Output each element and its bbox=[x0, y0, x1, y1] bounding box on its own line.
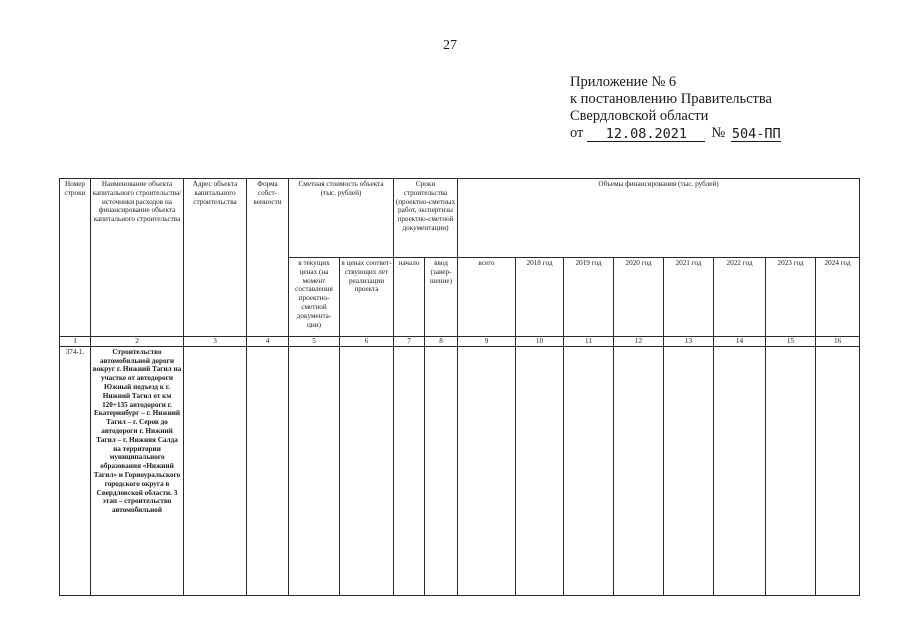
ownership-cell bbox=[247, 346, 289, 595]
column-number: 2 bbox=[91, 337, 184, 347]
current-price-cell bbox=[289, 346, 340, 595]
object-name: Строительство автомобильной дороги вокруг г. Нижний Тагил на участке от автодороги Южный подъезд к г. Нижний Тагил от км 120+135 автодороги г. Екатеринбург – г. Нижний Тагил – г. Серов до автодороги г. Нижний Тагил – г. Нижняя Салда на территории муниципального образования «Нижний Тагил» и Горноуральского городского округа в Свердловской области. 3 этап – строительство автомобильной bbox=[92, 347, 182, 515]
column-number: 4 bbox=[247, 337, 289, 347]
header-2019: 2019 год bbox=[564, 258, 614, 337]
table-row bbox=[60, 346, 860, 595]
column-number: 10 bbox=[516, 337, 564, 347]
completion-cell bbox=[425, 346, 458, 595]
column-number: 7 bbox=[394, 337, 425, 347]
column-number-row bbox=[60, 337, 860, 347]
header-completion: ввод (завер-шение) bbox=[425, 258, 458, 337]
resolution-date: 12.08.2021 bbox=[587, 127, 705, 142]
header-2024: 2024 год bbox=[816, 258, 860, 337]
header-estimate-group: Сметная стоимость объекта (тыс. рублей) bbox=[289, 179, 394, 258]
resolution-number: 504-ПП bbox=[731, 126, 781, 142]
year-2021-cell bbox=[664, 346, 714, 595]
header-funding-group: Объемы финансирования (тыс. рублей) bbox=[458, 179, 860, 258]
from-label: от bbox=[570, 125, 584, 141]
header-address: Адрес объекта капитального строительства bbox=[184, 179, 247, 337]
number-sign: № bbox=[711, 125, 726, 141]
year-2018-cell bbox=[516, 346, 564, 595]
funding-table bbox=[59, 178, 860, 596]
header-2022: 2022 год bbox=[714, 258, 766, 337]
header-2018: 2018 год bbox=[516, 258, 564, 337]
year-2023-cell bbox=[766, 346, 816, 595]
address-cell bbox=[184, 346, 247, 595]
project-price-cell bbox=[340, 346, 394, 595]
header-object-name: Наименование объекта капитального строительства/ источники расходов на финансирование объекта капитального строительства bbox=[91, 179, 184, 337]
total-cell bbox=[458, 346, 516, 595]
header-2020: 2020 год bbox=[614, 258, 664, 337]
header-row-number: Номер строки bbox=[60, 179, 91, 337]
object-name-cell bbox=[91, 346, 184, 595]
header-project-prices: в ценах соответ-ствующих лет реализации проекта bbox=[340, 258, 394, 337]
appendix-region: Свердловской области bbox=[570, 108, 709, 124]
column-number: 8 bbox=[425, 337, 458, 347]
header-ownership: Форма собст-венности bbox=[247, 179, 289, 337]
column-number: 16 bbox=[816, 337, 860, 347]
header-current-prices: в текущих ценах (на момент составления проектно-сметной документа-ции) bbox=[289, 258, 340, 337]
header-2021: 2021 год bbox=[664, 258, 714, 337]
column-number: 15 bbox=[766, 337, 816, 347]
appendix-date-line bbox=[570, 125, 781, 142]
column-number: 14 bbox=[714, 337, 766, 347]
column-number: 5 bbox=[289, 337, 340, 347]
page-number: 27 bbox=[443, 38, 457, 53]
header-total: всего bbox=[458, 258, 516, 337]
appendix-header bbox=[570, 74, 781, 142]
year-2022-cell bbox=[714, 346, 766, 595]
year-2020-cell bbox=[614, 346, 664, 595]
header-terms-group: Сроки строительства (проектно-сметных работ, экспертизы проектно-сметной документации) bbox=[394, 179, 458, 258]
header-start: начало bbox=[394, 258, 425, 337]
column-number: 12 bbox=[614, 337, 664, 347]
column-number: 3 bbox=[184, 337, 247, 347]
year-2019-cell bbox=[564, 346, 614, 595]
start-cell bbox=[394, 346, 425, 595]
column-number: 6 bbox=[340, 337, 394, 347]
header-2023: 2023 год bbox=[766, 258, 816, 337]
column-number: 1 bbox=[60, 337, 91, 347]
column-number: 13 bbox=[664, 337, 714, 347]
appendix-resolution: к постановлению Правительства bbox=[570, 91, 772, 107]
column-number: 9 bbox=[458, 337, 516, 347]
column-number: 11 bbox=[564, 337, 614, 347]
row-number: 374-1. bbox=[60, 346, 91, 595]
appendix-title: Приложение № 6 bbox=[570, 74, 677, 90]
year-2024-cell bbox=[816, 346, 860, 595]
